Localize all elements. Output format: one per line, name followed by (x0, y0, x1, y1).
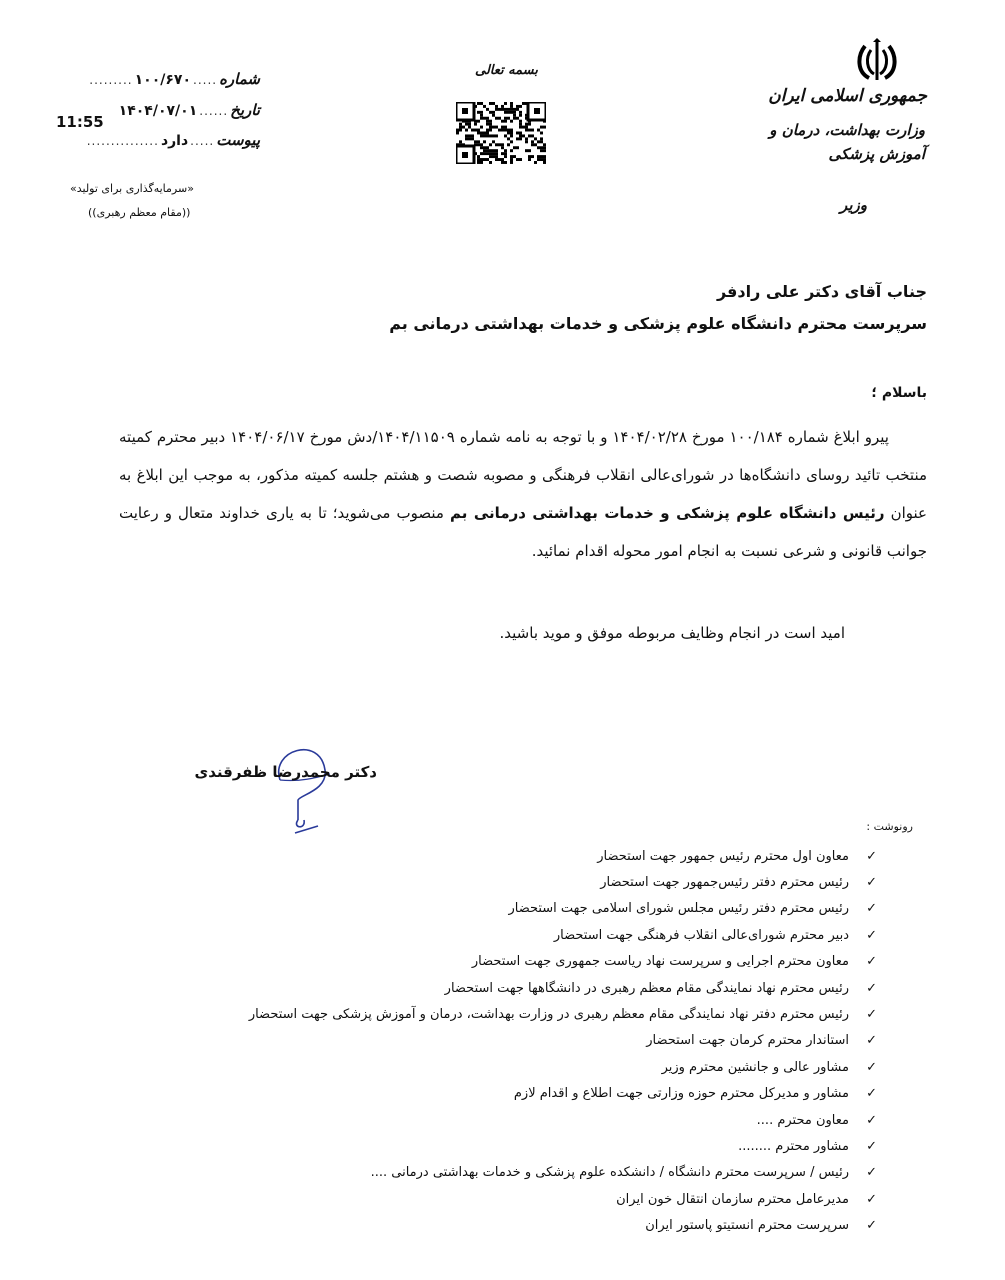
recipient-title: سرپرست محترم دانشگاه علوم پزشکی و خدمات بهداشتی درمانی بم (389, 314, 927, 333)
qr-code-icon[interactable] (456, 102, 546, 164)
slogan-source: ((مقام معظم رهبری)) (88, 206, 191, 219)
cc-item (249, 1186, 877, 1212)
cc-item-text: دبیر محترم شورای‌عالی انقلاب فرهنگی جهت استحضار (553, 927, 849, 943)
check-icon: ✓ (866, 954, 877, 970)
basmala: بسمه تعالی (475, 63, 538, 78)
cc-item (249, 949, 877, 975)
dotted-leader: ...... (199, 104, 229, 118)
check-icon: ✓ (866, 875, 877, 891)
greeting: باسلام ؛ (871, 385, 927, 401)
check-icon: ✓ (866, 927, 877, 943)
cc-item-text: رئیس محترم نهاد نمایندگی مقام معظم رهبری در دانشگاهها جهت استحضار (444, 980, 849, 996)
body-paragraph (119, 418, 927, 570)
date-label: تاریخ (230, 101, 260, 119)
attachment-value: دارد (160, 133, 189, 149)
check-icon: ✓ (866, 1086, 877, 1102)
dotted-leader: ............... (86, 134, 159, 148)
cc-item-text: استاندار محترم کرمان جهت استحضار (646, 1033, 849, 1049)
ministry-name: وزارت بهداشت، درمان و آموزش پزشکی (769, 121, 925, 163)
cc-item-text: مشاور عالی و جانشین محترم وزیر (661, 1059, 849, 1075)
cc-item-text: معاون اول محترم رئیس جمهور جهت استحضار (597, 848, 849, 864)
cc-item (249, 1133, 877, 1159)
cc-item-text: مشاور و مدیرکل محترم حوزه وزارتی جهت اطلاع و اقدام لازم (513, 1086, 849, 1102)
cc-item-text: مشاور محترم ........ (738, 1138, 849, 1154)
check-icon: ✓ (866, 1191, 877, 1207)
cc-item (249, 1160, 877, 1186)
check-icon: ✓ (866, 1112, 877, 1128)
cc-item-text: رئیس محترم دفتر رئیس‌جمهور جهت استحضار (600, 875, 849, 891)
cc-item-text: رئیس محترم دفتر نهاد نمایندگی مقام معظم رهبری در وزارت بهداشت، درمان و آموزش پزشکی جهت استحضار (248, 1007, 849, 1023)
cc-item (249, 843, 877, 869)
letter-attachment (87, 131, 260, 149)
number-value: ۱۰۰/۶۷۰ (134, 72, 191, 88)
iran-emblem-icon (857, 38, 897, 86)
cc-item (249, 975, 877, 1001)
cc-item-text: رئیس محترم دفتر رئیس مجلس شورای اسلامی جهت استحضار (508, 901, 849, 917)
signer-name: دکتر محمدرضا ظفرقندی (194, 763, 377, 781)
country-name: جمهوری اسلامی ایران (768, 86, 927, 106)
cc-item-text: رئیس / سرپرست محترم دانشگاه / دانشکده علوم پزشکی و خدمات بهداشتی درمانی .... (370, 1165, 849, 1181)
office-title: وزیر (840, 196, 867, 214)
cc-item (249, 922, 877, 948)
letter-date (119, 101, 260, 119)
recipient-name: جناب آقای دکتر علی رادفر (716, 282, 927, 301)
check-icon: ✓ (866, 1218, 877, 1234)
letter-number (89, 70, 260, 88)
body-bold-appointment: رئیس دانشگاه علوم پزشکی و خدمات بهداشتی درمانی بم (449, 504, 885, 522)
check-icon: ✓ (866, 1007, 877, 1023)
body-text-part: پیرو ابلاغ شماره ۱۰۰/۱۸۴ مورخ ۱۴۰۴/۰۲/۲۸ و با توجه به نامه شماره ۱۴۰۴/۱۱۵۰۹/دش مورخ ۱۴۰۴/۰۶/۱۷ دبیر محترم کمیته منتخب تائید روسای دانشگاه‌ها در شورای‌عالی انقلاب فرهنگی و مصوبه شصت و هشتم جلسه کمیته مذکور، به موجب این ابلاغ به عنوان (119, 428, 927, 522)
time-value: 11:55 (56, 113, 104, 131)
check-icon: ✓ (866, 1165, 877, 1181)
cc-item (249, 1054, 877, 1080)
cc-list (249, 843, 877, 1239)
dotted-leader: ..... (190, 134, 215, 148)
cc-item (249, 1107, 877, 1133)
body-text-part: منصوب می‌شوید؛ تا به یاری خداوند متعال و رعایت جوانب قانونی و شرعی نسبت به انجام امور محوله اقدام نمائید. (119, 504, 927, 560)
cc-item-text: مدیرعامل محترم سازمان انتقال خون ایران (616, 1191, 849, 1207)
cc-item-text: معاون محترم اجرایی و سرپرست نهاد ریاست جمهوری جهت استحضار (471, 954, 849, 970)
date-value: ۱۴۰۴/۰۷/۰۱ (118, 103, 198, 119)
letter-body (119, 418, 927, 570)
check-icon: ✓ (866, 980, 877, 996)
cc-item-text: معاون محترم .... (756, 1112, 849, 1128)
cc-item (249, 1001, 877, 1027)
dotted-leader: ......... (89, 73, 133, 87)
check-icon: ✓ (866, 848, 877, 864)
cc-item-text: سرپرست محترم انستیتو پاستور ایران (645, 1218, 849, 1234)
dotted-leader: ..... (193, 73, 218, 87)
check-icon: ✓ (866, 1059, 877, 1075)
signature-mark (240, 740, 350, 835)
cc-item (249, 869, 877, 895)
check-icon: ✓ (866, 1138, 877, 1154)
check-icon: ✓ (866, 901, 877, 917)
cc-item (249, 1081, 877, 1107)
attachment-label: پیوست (216, 131, 260, 149)
cc-item (249, 1212, 877, 1238)
slogan: «سرمایه‌گذاری برای تولید» (70, 182, 194, 195)
cc-label: رونوشت : (866, 820, 913, 833)
number-label: شماره (219, 70, 260, 88)
check-icon: ✓ (866, 1033, 877, 1049)
cc-item (249, 896, 877, 922)
closing-text: امید است در انجام وظایف مربوطه موفق و موید باشید. (499, 624, 845, 642)
cc-item (249, 1028, 877, 1054)
